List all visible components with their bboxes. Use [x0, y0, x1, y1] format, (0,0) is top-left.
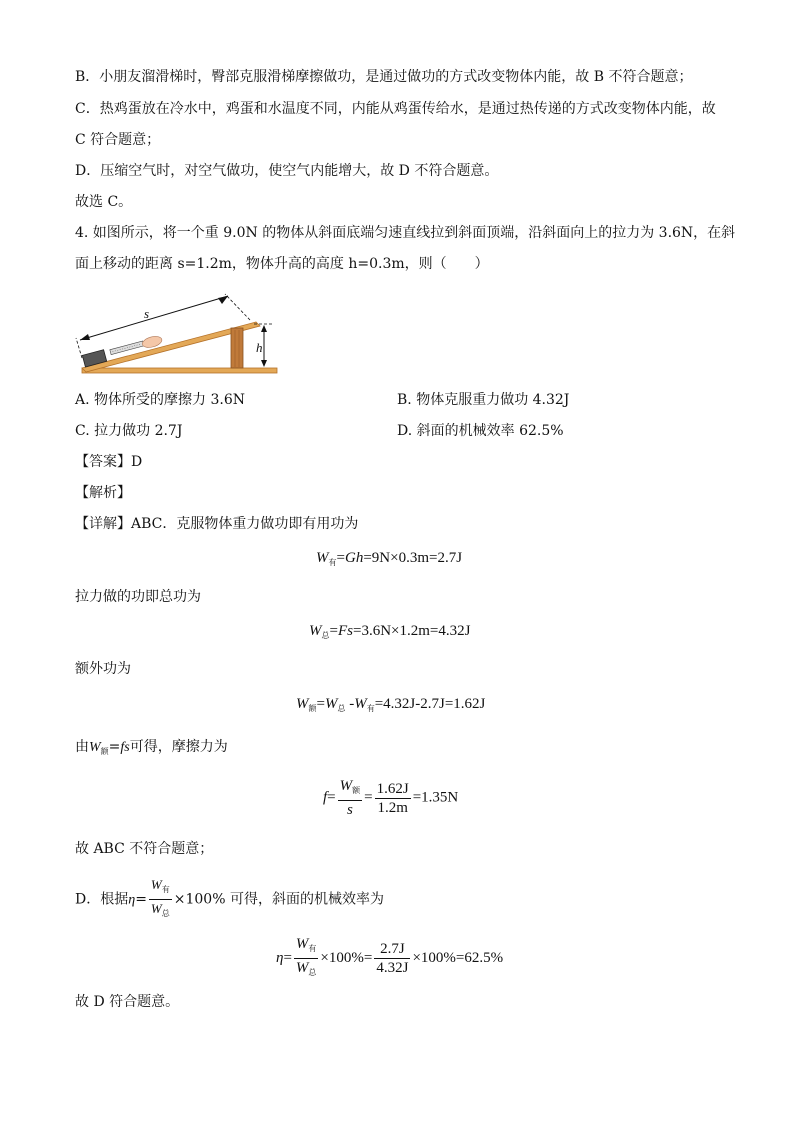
ground-board [82, 368, 277, 373]
question-line1: 4. 如图所示，将一个重 9.0N 的物体从斜面底端匀速直线拉到斜面顶端，沿斜面向上的拉力为 3.6N，在斜 [75, 225, 736, 241]
explanation-b: B．小朋友溜滑梯时，臀部克服滑梯摩擦做功，是通过做功的方式改变物体内能，故 B 不符合题意； [75, 69, 693, 85]
support-post [231, 328, 243, 368]
equation-useful-work: $W_有=Gh=9N\times 0.3m=2.7J$ [316, 550, 463, 567]
explanation-d: D．压缩空气时，对空气做功，使空气内能增大，故 D 不符合题意。 [75, 163, 499, 179]
option-b: B. 物体克服重力做功 4.32J [397, 392, 570, 408]
option-d: D. 斜面的机械效率 62.5% [397, 423, 564, 439]
equation-efficiency: η= $\frac{W_有}{W_总}$ ×100%= $\frac{2.7J}{4.32J}$ ×100%=62.5% [276, 935, 503, 982]
label-s: s [144, 306, 150, 321]
detail-intro: 【详解】ABC．克服物体重力做功即有用功为 [75, 516, 359, 532]
total-work-text: 拉力做的功即总功为 [75, 589, 201, 605]
fraction-efficiency-values: $\frac{2.7J}{4.32J}$ [376, 941, 409, 976]
friction-from-text: 由$W_额=fs$可得，摩擦力为 [75, 739, 228, 756]
equation-friction: f= $\frac{W_额}{s}$ = $\frac{1.62J}{1.2m}$ =1.35N [323, 778, 459, 818]
answer-label: 【答案】D [75, 454, 143, 470]
d-conclusion: 故 D 符合题意。 [75, 994, 180, 1010]
analysis-label: 【解析】 [75, 485, 131, 501]
fraction-w-useful-over-total: $\frac{W_有}{W_总}$ [295, 936, 317, 977]
spring-scale [110, 341, 144, 355]
equation-extra-work: $W_额=W_总$ $-W_有=4.32J-2.7J=1.62J$ [296, 696, 486, 713]
option-c: C. 拉力做功 2.7J [75, 423, 183, 439]
incline-figure [68, 284, 283, 380]
equation-total-work: $W_总=Fs=3.6N\times 1.2m=4.32J$ [309, 623, 471, 640]
choice-line: 故选 C。 [75, 194, 133, 210]
fraction-efficiency-inline: $\frac{W_有}{W_总}$ [150, 877, 170, 918]
option-a: A. 物体所受的摩擦力 3.6N [75, 392, 245, 408]
abc-conclusion: 故 ABC 不符合题意； [75, 841, 214, 857]
d-efficiency-text: D．根据η= $\frac{W_有}{W_总}$ ×100% 可得，斜面的机械效率为 [75, 876, 384, 923]
question-line2: 面上移动的距离 s=1.2m，物体升高的高度 h=0.3m，则（ ） [75, 256, 489, 272]
extra-work-text: 额外功为 [75, 661, 131, 677]
fraction-w-extra-over-s: $\frac{W_额}{s}$ [339, 778, 361, 818]
label-h: h [256, 340, 263, 355]
explanation-c-line1: C．热鸡蛋放在冷水中，鸡蛋和水温度不同，内能从鸡蛋传给水，是通过热传递的方式改变物体内能，故 [75, 101, 716, 117]
explanation-c-line2: C 符合题意； [75, 132, 161, 148]
fraction-values: $\frac{1.62J}{1.2m}$ [376, 780, 409, 816]
